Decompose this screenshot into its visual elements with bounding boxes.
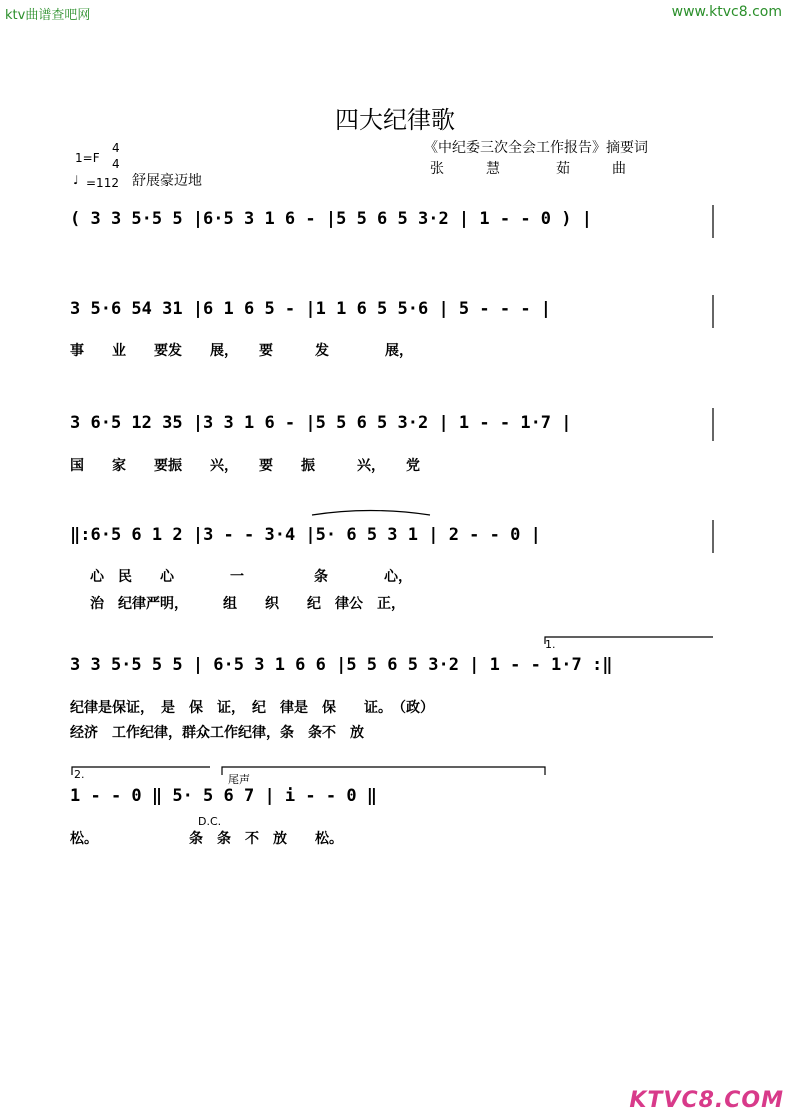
notation-row-2: 3 5·6 54 31 |6 1 6 5 - |1 1 6 5 5·6 | 5 - - - | <box>70 299 552 319</box>
time-signature-bottom: 4 <box>112 157 120 171</box>
lyrics-row-6-line-1: 松。 条 条 不 放 松。 <box>70 831 343 847</box>
volta-2-label: 2. <box>74 768 85 781</box>
volta-1-bracket <box>545 637 713 644</box>
notation-row-4 <box>70 525 541 545</box>
lyrics-row-5-line-2: 经济 工作纪律，群众工作纪律，条 条不 放 <box>70 725 364 741</box>
watermark-bottom-right: KTVC8.COM <box>629 1088 784 1113</box>
composer-credit: 张 慧 茹 曲 <box>430 161 626 177</box>
song-title: 四大纪律歌 <box>335 106 455 134</box>
watermark-top-left: ktv曲谱查吧网 <box>5 8 91 23</box>
notation-row-1: ( 3 3 5·5 5 |6·5 3 1 6 - |5 5 6 5 3·2 | 1 - - 0 ) | <box>70 209 592 229</box>
repeat-start: ‖: <box>70 525 91 545</box>
key-signature: 1=F <box>75 151 100 165</box>
volta-2-bracket <box>72 767 210 775</box>
lyrics-row-4-line-1: 心 民 心 一 条 心， <box>90 569 412 585</box>
coda-label: 尾声 <box>228 773 250 786</box>
quarter-note-icon: ♩ <box>73 173 79 187</box>
lyricist-credit: 《中纪委三次全会工作报告》摘要词 <box>424 140 648 156</box>
notation-row-5: 3 3 5·5 5 5 | 6·5 3 1 6 6 |5 5 6 5 3·2 | 1 - - 1·7 :‖ <box>70 655 613 675</box>
watermark-top-right: www.ktvc8.com <box>671 4 782 20</box>
lyrics-row-2-line-1: 事 业 要发 展， 要 发 展， <box>70 343 413 359</box>
lyrics-row-5-line-1: 纪律是保证， 是 保 证， 纪 律是 保 证。 （政） <box>70 700 434 716</box>
tempo-marking: =112 <box>86 176 119 190</box>
notation-row-4-notes: 6·5 6 1 2 |3 - - 3·4 |5· 6 5 3 1 | 2 - - 0 | <box>90 525 541 545</box>
notation-row-3: 3 6·5 12 35 |3 3 1 6 - |5 5 6 5 3·2 | 1 - - 1·7 | <box>70 413 572 433</box>
lyrics-row-3-line-1: 国 家 要振 兴， 要 振 兴， 党 <box>70 458 420 474</box>
notation-row-6: 1 - - 0 ‖ 5· 5 6 7 | i - - 0 ‖ <box>70 786 378 806</box>
coda-bracket <box>222 767 545 775</box>
volta-1-label: 1. <box>545 638 556 651</box>
dc-marking: D.C. <box>198 815 222 828</box>
tie-row-4 <box>312 511 430 516</box>
time-signature-top: 4 <box>112 141 120 155</box>
expression-marking: 舒展豪迈地 <box>132 173 202 189</box>
lyrics-row-4-line-2: 治 纪律严明， 组 织 纪 律公 正， <box>90 596 405 612</box>
